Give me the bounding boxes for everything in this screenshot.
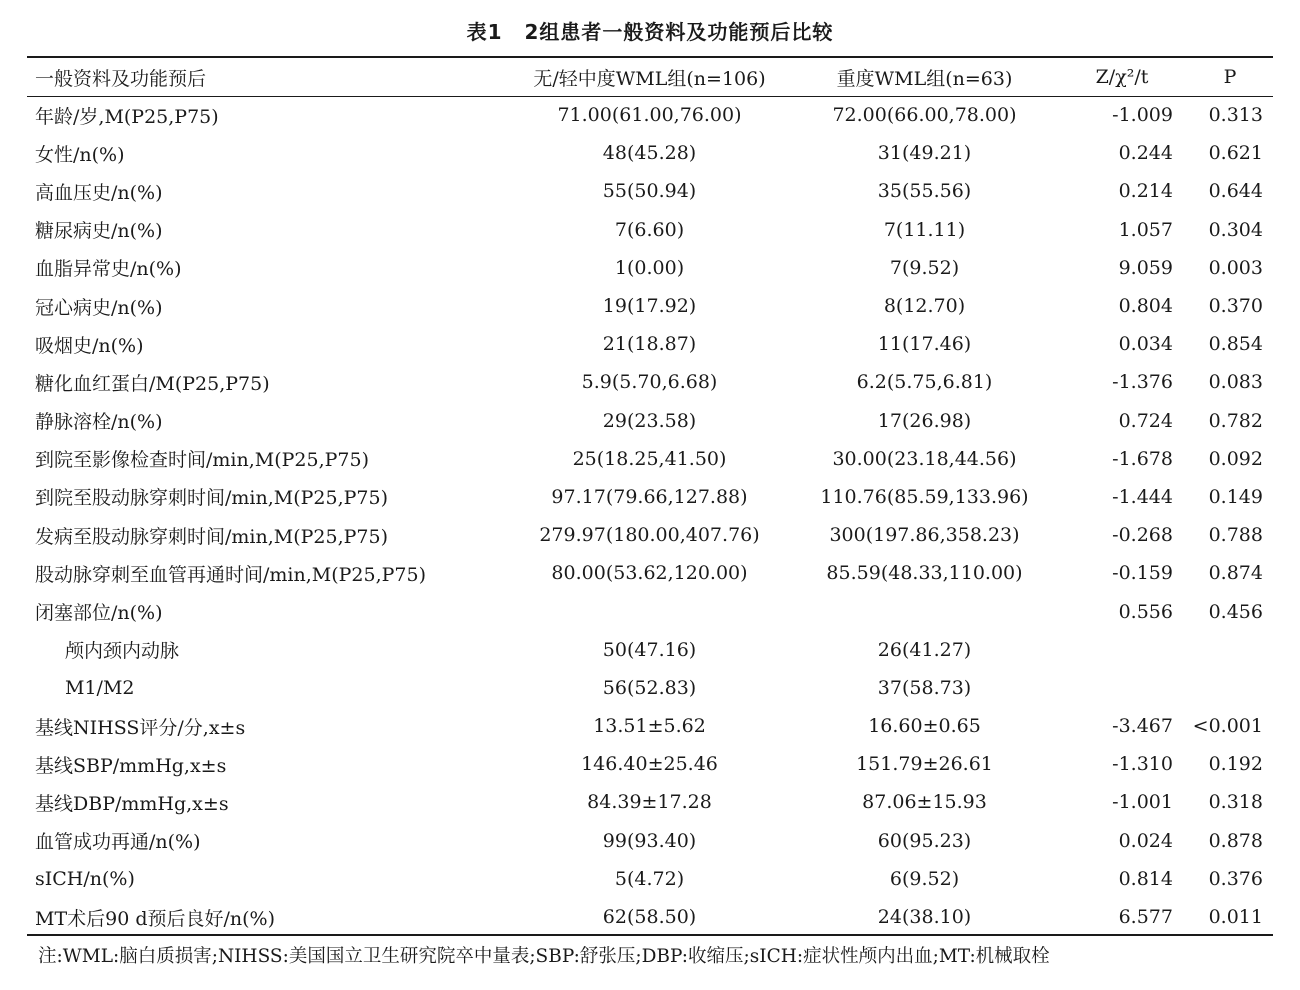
row-group2: 8(12.70) [883,295,966,318]
row-group1: 48(45.28) [602,142,697,165]
row-stat: 0.556 [1118,600,1173,623]
row-stat: -1.444 [1112,485,1173,508]
row-stat: 0.804 [1118,295,1173,318]
row-group2: 85.59(48.33,110.00) [826,562,1023,585]
row-group1: 55(50.94) [602,180,697,203]
row-p: 0.370 [1208,295,1263,318]
row-group2: 60(95.23) [877,829,972,852]
row-group1: 97.17(79.66,127.88) [551,485,748,508]
row-group1: 56(52.83) [602,676,697,699]
row-group2: 87.06±15.93 [862,791,987,814]
row-label: 糖尿病史/n(%) [35,220,163,243]
row-stat: -1.001 [1112,791,1173,814]
row-group2: 7(11.11) [883,218,966,241]
row-stat: -1.310 [1112,753,1173,776]
header-label: 一般资料及功能预后 [35,67,207,90]
row-p: 0.878 [1208,829,1263,852]
row-group2: 26(41.27) [877,638,972,661]
row-group1: 5.9(5.70,6.68) [581,371,718,394]
row-p: 0.003 [1208,256,1263,279]
row-p: 0.782 [1208,409,1263,432]
header-group2: 重度WML组(n=63) [836,67,1013,90]
row-group2: 6(9.52) [889,867,960,890]
row-p: 0.788 [1208,524,1263,547]
table-row [27,402,1273,440]
row-stat: 9.059 [1118,256,1173,279]
row-p: 0.313 [1208,104,1263,127]
row-p: 0.621 [1208,142,1263,165]
table-footnote: 注:WML:脑白质损害;NIHSS:美国国立卫生研究院卒中量表;SBP:舒张压;DBP:收缩压;sICH:症状性颅内出血;MT:机械取栓 [38,946,1050,967]
row-group2: 16.60±0.65 [868,715,981,738]
row-p: 0.456 [1208,600,1263,623]
table-row [27,860,1273,898]
row-stat: -0.268 [1112,524,1173,547]
row-label: 基线SBP/mmHg,x±s [35,754,227,777]
row-stat [1057,631,1187,669]
table-row [27,249,1273,287]
table-row [27,96,1273,134]
row-p [1187,669,1273,707]
row-group1: 29(23.58) [602,409,697,432]
row-group1: 99(93.40) [602,829,697,852]
table-row [27,669,1273,707]
row-group2: 31(49.21) [877,142,972,165]
row-stat: -1.376 [1112,371,1173,394]
row-label: 基线NIHSS评分/分,x±s [35,716,246,739]
row-p [1187,631,1273,669]
row-stat: 0.724 [1118,409,1173,432]
row-group2 [792,592,1057,630]
row-stat: -3.467 [1112,715,1173,738]
row-stat: 0.034 [1118,333,1173,356]
table-row [27,478,1273,516]
row-group1: 1(0.00) [614,256,685,279]
row-stat: -0.159 [1112,562,1173,585]
table-row [27,707,1273,745]
row-group2: 7(9.52) [889,256,960,279]
row-group1: 21(18.87) [602,333,697,356]
row-group1: 84.39±17.28 [587,791,712,814]
row-group1: 71.00(61.00,76.00) [557,104,742,127]
row-p: 0.149 [1208,485,1263,508]
row-group1: 25(18.25,41.50) [572,447,727,470]
row-group2: 110.76(85.59,133.96) [820,485,1029,508]
row-group1: 13.51±5.62 [593,715,706,738]
header-group1: 无/轻中度WML组(n=106) [533,67,766,90]
row-group1: 146.40±25.46 [581,753,718,776]
header-stat: Z/χ²/t [1095,66,1149,88]
table-caption [0,16,1300,45]
row-label: 高血压史/n(%) [35,181,163,204]
row-p: 0.092 [1208,447,1263,470]
row-group2: 72.00(66.00,78.00) [832,104,1017,127]
table-row [27,554,1273,592]
table-row [27,134,1273,172]
row-label: 糖化血红蛋白/M(P25,P75) [35,372,270,395]
row-label: sICH/n(%) [35,867,135,890]
row-group2: 151.79±26.61 [856,753,993,776]
row-stat: 1.057 [1118,218,1173,241]
row-stat: 0.214 [1118,180,1173,203]
table-row [27,325,1273,363]
row-group1: 50(47.16) [602,638,697,661]
row-group2: 37(58.73) [877,676,972,699]
row-stat: -1.678 [1112,447,1173,470]
row-stat: 0.814 [1118,867,1173,890]
comparison-table [27,58,1273,936]
table-row [27,363,1273,401]
table-row [27,211,1273,249]
row-label: 静脉溶栓/n(%) [35,411,163,434]
row-group1: 62(58.50) [602,906,697,929]
row-label: 基线DBP/mmHg,x±s [35,792,229,815]
table-title: 2组患者一般资料及功能预后比较 [524,20,834,44]
row-group2: 300(197.86,358.23) [829,524,1020,547]
row-label: MT术后90 d预后良好/n(%) [35,907,276,930]
row-label: 到院至影像检查时间/min,M(P25,P75) [35,449,370,472]
row-group1 [507,592,792,630]
row-group2: 35(55.56) [877,180,972,203]
row-p: 0.644 [1208,180,1263,203]
header-row [27,58,1273,96]
row-group2: 17(26.98) [877,409,972,432]
table-row [27,745,1273,783]
row-p: 0.192 [1208,753,1263,776]
table-row [27,783,1273,821]
row-label: 吸烟史/n(%) [35,334,144,357]
row-p: <0.001 [1192,715,1263,738]
table-row [27,592,1273,630]
row-label: 发病至股动脉穿刺时间/min,M(P25,P75) [35,525,389,548]
row-stat: 0.244 [1118,142,1173,165]
row-label: 颅内颈内动脉 [65,640,180,663]
row-group2: 30.00(23.18,44.56) [832,447,1017,470]
row-label: 股动脉穿刺至血管再通时间/min,M(P25,P75) [35,563,427,586]
header-p: P [1223,66,1237,88]
row-group1: 19(17.92) [602,295,697,318]
table-row [27,898,1273,936]
table-row [27,822,1273,860]
row-group2: 11(17.46) [877,333,972,356]
row-label: 血脂异常史/n(%) [35,258,182,281]
row-p: 0.318 [1208,791,1263,814]
row-p: 0.304 [1208,218,1263,241]
row-group2: 6.2(5.75,6.81) [856,371,993,394]
row-p: 0.854 [1208,333,1263,356]
row-label: 闭塞部位/n(%) [35,602,163,625]
row-group1: 5(4.72) [614,867,685,890]
row-stat: -1.009 [1112,104,1173,127]
row-label: 冠心病史/n(%) [35,296,163,319]
row-p: 0.083 [1208,371,1263,394]
row-p: 0.376 [1208,867,1263,890]
table-row [27,631,1273,669]
table-row [27,516,1273,554]
table-row [27,440,1273,478]
row-group1: 80.00(53.62,120.00) [551,562,748,585]
row-stat [1057,669,1187,707]
table-row [27,287,1273,325]
row-label: 到院至股动脉穿刺时间/min,M(P25,P75) [35,487,389,510]
row-group1: 7(6.60) [614,218,685,241]
row-p: 0.011 [1208,906,1263,929]
row-label: 女性/n(%) [35,143,125,166]
row-label: 血管成功再通/n(%) [35,831,201,854]
row-stat: 0.024 [1118,829,1173,852]
row-label: M1/M2 [65,676,135,699]
row-label: 年龄/岁,M(P25,P75) [35,105,219,128]
row-p: 0.874 [1208,562,1263,585]
row-group1: 279.97(180.00,407.76) [539,524,760,547]
row-stat: 6.577 [1118,906,1173,929]
table-number: 表1 [466,20,503,44]
table-row [27,172,1273,210]
row-group2: 24(38.10) [877,906,972,929]
